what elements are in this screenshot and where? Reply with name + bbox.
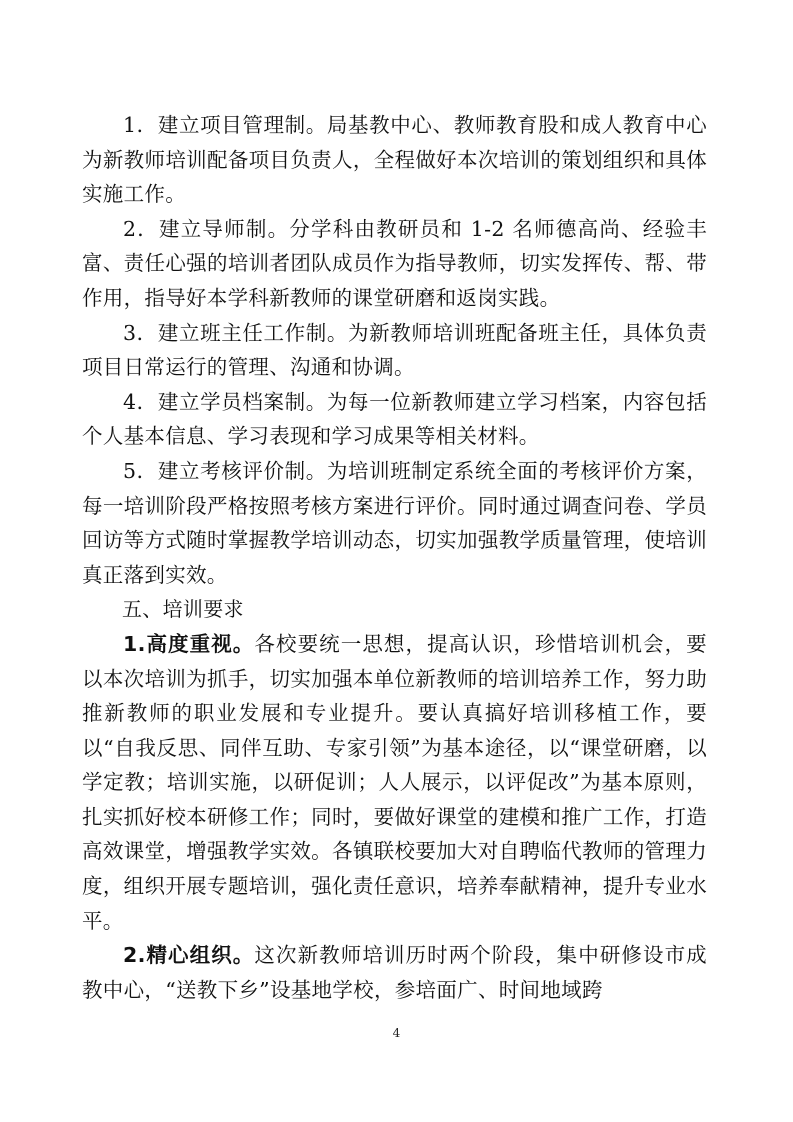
paragraph-text: 1．建立项目管理制。局基教中心、教师教育股和成人教育中心为新教师培训配备项目负责人，全程做好本次培训的策划组织和具体实施工作。: [82, 113, 707, 207]
paragraph-text: 5．建立考核评价制。为培训班制定系统全面的考核评价方案，每一培训阶段严格按照考核方案进行评价。同时通过调查问卷、学员回访等方式随时掌握教学培训动态，切实加强教学质量管理，使培训真正落到实效。: [82, 458, 707, 587]
document-body: [82, 108, 707, 1007]
paragraph-project-management: [82, 108, 707, 212]
paragraph-mentor-system: [82, 212, 707, 316]
requirement-lead: 2.精心组织。: [123, 943, 255, 968]
paragraph-text: 3．建立班主任工作制。为新教师培训班配备班主任，具体负责项目日常运行的管理、沟通和协调。: [82, 320, 707, 380]
requirement-high-attention: [82, 627, 707, 938]
requirement-careful-organization: [82, 938, 707, 1007]
paragraph-class-teacher-system: [82, 316, 707, 385]
requirement-text: 这次新教师培训历时两个阶段，集中研修设市成教中心，“送教下乡”设基地学校，参培面广、时间地域跨: [82, 943, 707, 1002]
requirement-text: 各校要统一思想，提高认识，珍惜培训机会，要以本次培训为抓手，切实加强本单位新教师的培训培养工作，努力助推新教师的职业发展和专业提升。要认真搞好培训移植工作，要以“自我反思、同伴互助、专家引领”为基本途径，以“课堂研磨，以学定教；培训实施，以研促训；人人展示，以评促改”为基本原则，扎实抓好校本研修工作；同时，要做好课堂的建模和推广工作，打造高效课堂，增强教学实效。各镇联校要加大对自聘临代教师的管理力度，组织开展专题培训，强化责任意识，培养奉献精神，提升专业水平。: [82, 631, 707, 933]
paragraph-student-archive-system: [82, 385, 707, 454]
requirement-lead: 1.高度重视。: [123, 631, 255, 656]
paragraph-text: 2．建立导师制。分学科由教研员和 1-2 名师德高尚、经验丰富、责任心强的培训者团队成员作为指导教师，切实发挥传、帮、带作用，指导好本学科新教师的课堂研磨和返岗实践。: [82, 216, 707, 310]
paragraph-text: 4．建立学员档案制。为每一位新教师建立学习档案，内容包括个人基本信息、学习表现和学习成果等相关材料。: [82, 389, 707, 449]
page-number: 4: [392, 1026, 401, 1040]
paragraph-assessment-system: [82, 454, 707, 592]
section-heading: 五、培训要求: [122, 597, 244, 622]
